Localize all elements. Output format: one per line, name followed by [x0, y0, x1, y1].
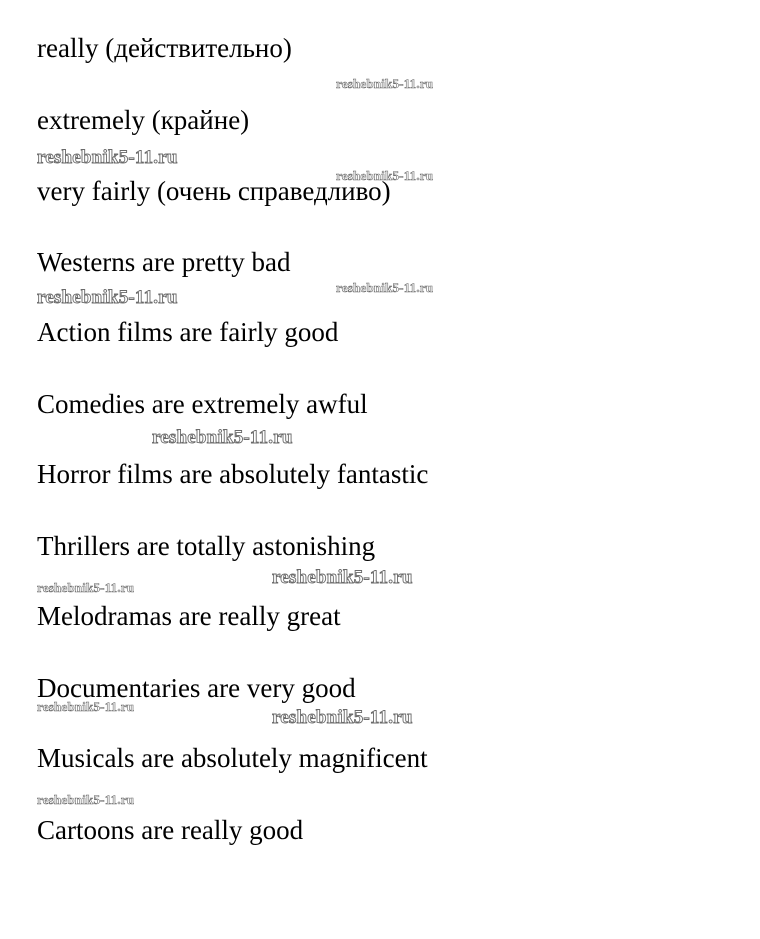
text-line: extremely (крайне) — [37, 105, 250, 135]
text-line: Musicals are absolutely magnificent — [37, 743, 428, 773]
watermark: reshebnik5-11.ru — [336, 168, 434, 183]
watermark: reshebnik5-11.ru — [37, 147, 178, 168]
watermark: reshebnik5-11.ru — [37, 580, 135, 595]
watermark: reshebnik5-11.ru — [37, 792, 135, 807]
text-line: Cartoons are really good — [37, 815, 304, 845]
text-line: Westerns are pretty bad — [37, 247, 291, 277]
watermark: reshebnik5-11.ru — [272, 567, 413, 588]
watermark: reshebnik5-11.ru — [336, 280, 434, 295]
text-line: Thrillers are totally astonishing — [37, 531, 376, 561]
text-line: Horror films are absolutely fantastic — [37, 459, 429, 489]
watermark: reshebnik5-11.ru — [37, 287, 178, 308]
text-line: Comedies are extremely awful — [37, 389, 368, 419]
watermark: reshebnik5-11.ru — [152, 427, 293, 448]
watermark: reshebnik5-11.ru — [336, 76, 434, 91]
watermark: reshebnik5-11.ru — [272, 707, 413, 728]
text-line: Documentaries are very good — [37, 673, 356, 703]
text-line: Melodramas are really great — [37, 601, 341, 631]
text-line: Action films are fairly good — [37, 317, 339, 347]
text-line: very fairly (очень справедливо) — [37, 176, 391, 206]
text-line: really (действительно) — [37, 33, 292, 63]
watermark: reshebnik5-11.ru — [37, 699, 135, 714]
